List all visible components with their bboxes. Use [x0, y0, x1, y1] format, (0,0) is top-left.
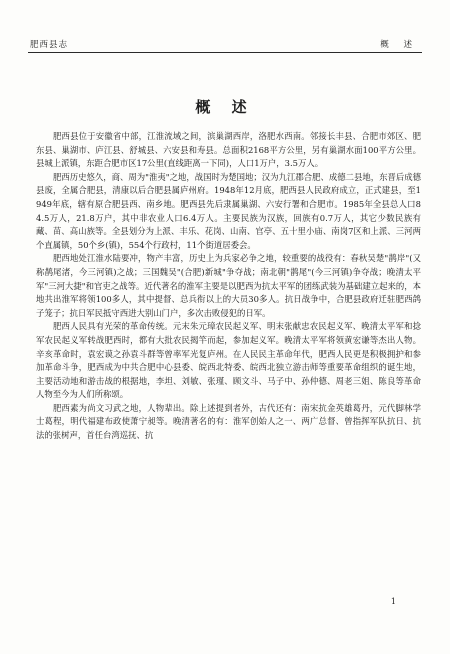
running-header [28, 30, 422, 53]
paragraph: 肥西人民具有光荣的革命传统。元末朱元璋农民起义军、明末张献忠农民起义军、晚清太平军和捻军农民起义军转战肥西时，都有大批农民揭竿而起，参加起义军。晚清太平军将领黄宏谦等杰出人物。辛亥革命时，袁宏谟之孙袁斗群等曾率军光复庐州。在人民民主革命年代，肥西人民更是积极拥护和参加革命斗争，肥西成为中共合肥中心县委、皖西北特委、皖西北独立游击师等重要革命组织的诞生地，主要活动地和游击战的根据地，李坦、刘敏、张瑾、顾文斗、马子中、孙仲德、周老三姐、陈良等革命人物至今为人们所称颂。 [36, 321, 421, 400]
page-title: 概 述 [195, 98, 255, 116]
paragraph: 肥西县位于安徽省中部，江淮流域之间，滨巢湖西岸，洛肥水西南。邻接长丰县、合肥市郊区、肥东县、巢湖市、庐江县、舒城县、六安县和寿县。总面积2168平方公里，另有巢湖水面100平方公里。县城上派镇，东距合肥市区17公里(直线距离一下同)，人口1万户，3.5万人。 [36, 131, 421, 169]
paragraph: 肥西历史悠久，商、周为"淮夷"之地，战国时为楚国地；汉为九江郡合肥、成德二县地，东晋后成德县废，全属合肥县，清康以后合肥县属庐州府。1948年12月底，肥西县人民政府成立，正式建县，至1949年底，辖有原合肥县西、南乡地。肥西县先后隶属巢湖、六安行署和合肥市。1985年全县总人口84.5万人，21.8万户，其中非农业人口6.4万人。主要民族为汉族，回族有0.7万人，其它少数民族有藏、苗、高山族等。全县划分为上派、丰乐、花岗、山南、官亭、五十里小庙、南岗7区和上派、三河两个直属镇，50个乡(镇)，554个行政村，11个街道居委会。 [36, 171, 421, 250]
header-section-title: 概 述 [380, 40, 418, 50]
header-book-title: 肥西县志 [30, 40, 69, 50]
body-text [36, 130, 421, 443]
paragraph: 肥西地处江淮水陆要冲，物产丰富，历史上为兵家必争之地，较重要的战役有：春秋吴楚"鹊岸"(又称鹊尾渚，今三河镇)之战；三国魏吴"(合肥)新城"争夺战；南北朝"鹊尾"(今三河镇)争夺战；晚清太平军"三河大捷"和官吏之战等。近代著名的淮军主要是以肥西为抗太平军的团练武装为基础建立起来的，本地共出淮军将领100多人，其中提督、总兵衔以上的大员30多人。抗日战争中，合肥县政府迁驻肥西鸽子笼子；抗日军民抵守西进大别山门户，多次击败侵犯的日军。 [36, 253, 421, 318]
paragraph: 肥西素为尚文习武之地，人物辈出。除上述提到者外，古代还有：南宋抗金英雄葛丹，元代脚林学士葛程，明代福建布政使萧宁昶等。晚清著名的有：淮军创始人之一、两广总督、曾指挥军队抗日、抗法的张树声，首任台湾巡抚、抗 [36, 402, 421, 441]
page-number: 1 [390, 597, 396, 606]
